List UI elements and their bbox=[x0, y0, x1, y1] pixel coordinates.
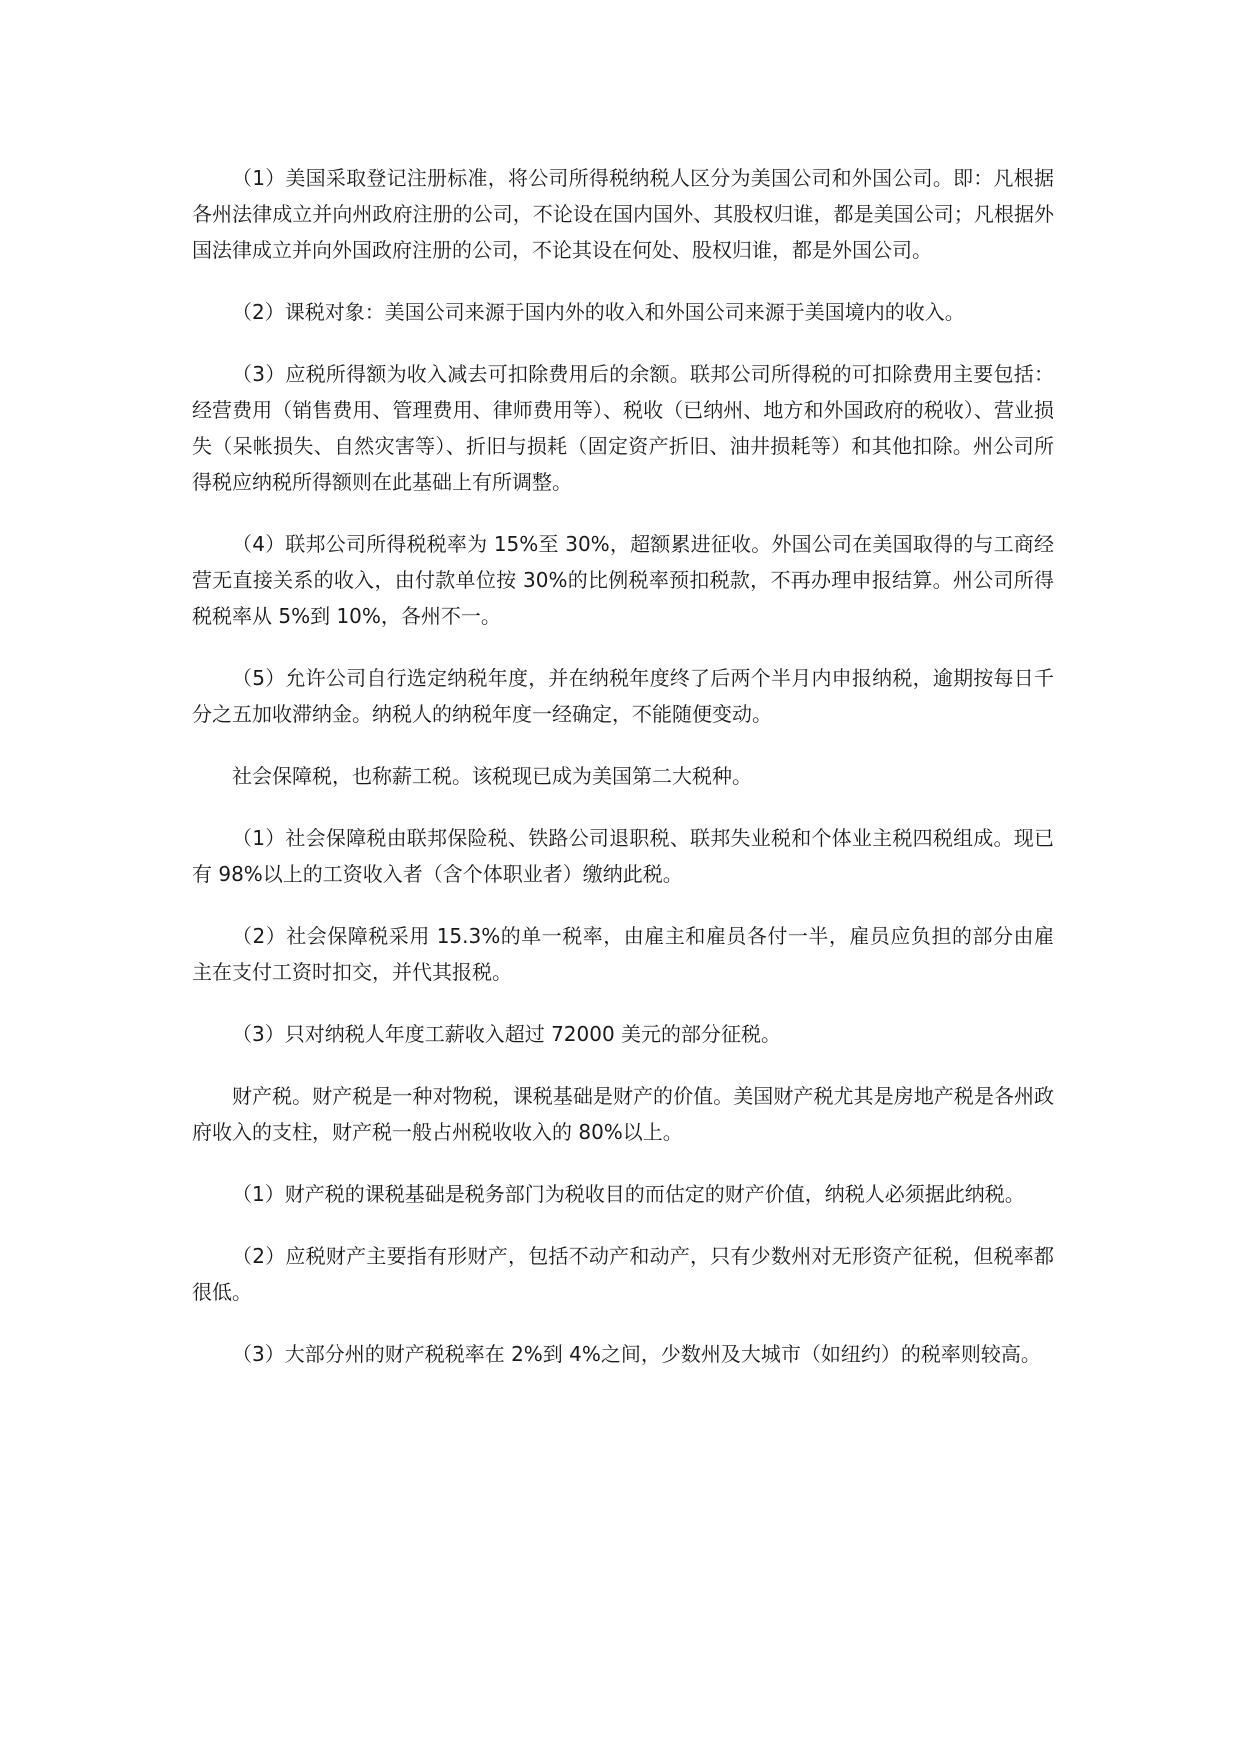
paragraph-corporate-tax-1: （1）美国采取登记注册标准，将公司所得税纳税人区分为美国公司和外国公司。即：凡根据各州法律成立并向州政府注册的公司，不论设在国内国外、其股权归谁，都是美国公司；凡根据外国法律成立并向外国政府注册的公司，不论其设在何处、股权归谁，都是外国公司。 bbox=[192, 166, 1054, 262]
paragraph-social-security-intro: 社会保障税，也称薪工税。该税现已成为美国第二大税种。 bbox=[232, 764, 752, 788]
paragraph-corporate-tax-4: （4）联邦公司所得税税率为 15%至 30%，超额累进征收。外国公司在美国取得的与工商经营无直接关系的收入，由付款单位按 30%的比例税率预扣税款，不再办理申报结算。州公司所得税税率从 5%到 10%，各州不一。 bbox=[192, 532, 1054, 628]
paragraph-property-tax-1: （1）财产税的课税基础是税务部门为税收目的而估定的财产价值，纳税人必须据此纳税。 bbox=[232, 1182, 1025, 1206]
paragraph-corporate-tax-5: （5）允许公司自行选定纳税年度，并在纳税年度终了后两个半月内申报纳税，逾期按每日千分之五加收滞纳金。纳税人的纳税年度一经确定，不能随便变动。 bbox=[192, 666, 1054, 726]
paragraph-social-security-3: （3）只对纳税人年度工薪收入超过 72000 美元的部分征税。 bbox=[232, 1022, 782, 1046]
paragraph-property-tax-2: （2）应税财产主要指有形财产，包括不动产和动产，只有少数州对无形资产征税，但税率都很低。 bbox=[192, 1244, 1054, 1304]
paragraph-property-tax-intro: 财产税。财产税是一种对物税，课税基础是财产的价值。美国财产税尤其是房地产税是各州政府收入的支柱，财产税一般占州税收收入的 80%以上。 bbox=[192, 1084, 1054, 1144]
paragraph-social-security-2: （2）社会保障税采用 15.3%的单一税率，由雇主和雇员各付一半，雇员应负担的部分由雇主在支付工资时扣交，并代其报税。 bbox=[192, 924, 1054, 984]
paragraph-social-security-1: （1）社会保障税由联邦保险税、铁路公司退职税、联邦失业税和个体业主税四税组成。现已有 98%以上的工资收入者（含个体职业者）缴纳此税。 bbox=[192, 826, 1054, 886]
paragraph-corporate-tax-2: （2）课税对象：美国公司来源于国内外的收入和外国公司来源于美国境内的收入。 bbox=[232, 300, 965, 324]
paragraph-corporate-tax-3: （3）应税所得额为收入减去可扣除费用后的余额。联邦公司所得税的可扣除费用主要包括：经营费用（销售费用、管理费用、律师费用等）、税收（已纳州、地方和外国政府的税收）、营业损失（呆帐损失、自然灾害等）、折旧与损耗（固定资产折旧、油井损耗等）和其他扣除。州公司所得税应纳税所得额则在此基础上有所调整。 bbox=[192, 362, 1054, 494]
document-body bbox=[192, 160, 1054, 1398]
paragraph-property-tax-3: （3）大部分州的财产税税率在 2%到 4%之间，少数州及大城市（如纽约）的税率则较高。 bbox=[232, 1342, 1041, 1366]
